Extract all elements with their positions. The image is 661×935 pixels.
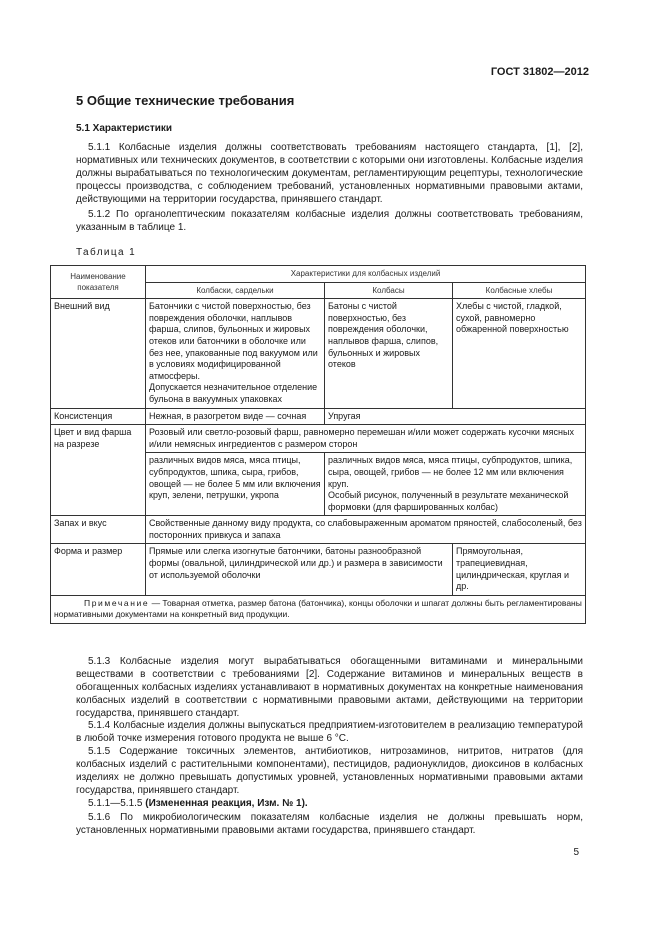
cell-consistency-sausages: Нежная, в разогретом виде — сочная: [146, 408, 325, 425]
table-row: [51, 425, 586, 453]
cell-appearance-kolbasy: Батоны с чистой поверхностью, без повреждения оболочки, наплывов фарша, слипов, бульонных и жировых отеков: [325, 299, 453, 408]
header-col-kolbasy: Колбасы: [325, 282, 453, 299]
table-row: [51, 299, 586, 408]
cell-color-other: [325, 453, 586, 516]
table-caption: Таблица 1: [76, 247, 137, 258]
cell-consistency-other: Упругая: [325, 408, 586, 425]
header-group: Характеристики для колбасных изделий: [146, 266, 586, 283]
row-name-color: Цвет и вид фарша на разрезе: [51, 425, 146, 516]
amendment-text: (Измененная реакция, Изм. № 1).: [145, 798, 308, 809]
cell-appearance-bread: Хлебы с чистой, гладкой, сухой, равномерно обжаренной поверхностью: [453, 299, 586, 408]
header-col-sausages: Колбаски, сардельки: [146, 282, 325, 299]
table-header-row: [51, 266, 586, 283]
cell-text: Допускается незначительное отделение бульона в вакуумных упаковках: [149, 382, 318, 404]
page-number: 5: [573, 847, 579, 858]
row-name-consistency: Консистенция: [51, 408, 146, 425]
paragraph-5-1-4: 5.1.4 Колбасные изделия должны выпускаться предприятием-изготовителем в реализацию температурой в любой точке измерения готового продукта не выше 6 °С.: [76, 720, 583, 744]
cell-smell-all: Свойственные данному виду продукта, со слабовыраженным ароматом пряностей, слабосоленый, без посторонних привкуса и запаха: [146, 516, 586, 544]
cell-text: различных видов мяса, мяса птицы, субпродуктов, шпика, сыра, овощей, грибов — не более 12 мм или включения круп.: [328, 455, 573, 489]
row-name-smell: Запах и вкус: [51, 516, 146, 544]
paragraph-amendment: [76, 797, 583, 810]
paragraph-5-1-2: 5.1.2 По органолептическим показателям колбасные изделия должны соответствовать требованиям, указанным в таблице 1.: [76, 209, 583, 233]
row-name-appearance: Внешний вид: [51, 299, 146, 408]
doc-number-header: ГОСТ 31802—2012: [490, 66, 589, 78]
table-row: [51, 408, 586, 425]
subsection-title: 5.1 Характеристики: [76, 123, 173, 134]
cell-shape-sausages-kolbasy: Прямые или слегка изогнутые батончики, батоны разнообразной формы (овальной, цилиндрической или др.) и размера в зависимости от используемой оболочки: [146, 544, 453, 595]
table-row: [51, 544, 586, 595]
cell-color-all: Розовый или светло-розовый фарш, равномерно перемешан и/или может содержать кусочки мясных и/или немясных ингредиентов с размером сторон: [146, 425, 586, 453]
table-note-row: [51, 595, 586, 623]
section-title: 5 Общие технические требования: [76, 93, 295, 108]
amendment-number: 5.1.1—5.1.5: [88, 798, 146, 809]
cell-text: Батончики с чистой поверхностью, без повреждения оболочки, наплывов фарша, слипов, бульонных и жировых отеков или батончики в оболочке или без нее, упакованные под вакуумом или в условиях модифицированной атмосферы.: [149, 301, 318, 381]
row-name-shape: Форма и размер: [51, 544, 146, 595]
note-label: Примечание: [84, 597, 150, 608]
paragraph-5-1-1: 5.1.1 Колбасные изделия должны соответствовать требованиям настоящего стандарта, [1], [2], нормативных или технических документов, в соответствии с которыми они изготовлены. Колбасные изделия должны вырабатываться по технологическим документам, регламентирующим рецептуры, технологические процессы производства, с соблюдением требований, установленных нормативными правовыми актами, действующими на территории государства, принявшего стандарт.: [76, 142, 583, 205]
paragraph-5-1-6: 5.1.6 По микробиологическим показателям колбасные изделия не должны превышать норм, установленных нормативными правовыми актами государства, принявшего стандарт.: [76, 812, 583, 836]
cell-text: Особый рисунок, полученный в результате механической формовки (для фаршированных колбас): [328, 490, 569, 512]
table-note: [51, 595, 586, 623]
organoleptic-table: [50, 265, 586, 624]
table-row: [51, 516, 586, 544]
paragraph-5-1-3: 5.1.3 Колбасные изделия могут вырабатываться обогащенными витаминами и минеральными веществами в соответствии с требованиями [2]. Содержание витаминов и минеральных веществ в обогащенных колбасных изделиях устанавливают в нормативных документах на конкретные наименования колбасных изделий в соответствии с нормативными правовыми актами, действующими на территории государства, принявшего стандарт.: [76, 656, 583, 719]
cell-appearance-sausages: [146, 299, 325, 408]
paragraph-5-1-5: 5.1.5 Содержание токсичных элементов, антибиотиков, нитрозаминов, нитритов, нитратов (для колбасных изделий с растительными компонентами), пестицидов, радионуклидов, диоксинов в колбасных изделиях не должно превышать допустимых уровней, установленных нормативными правовыми актами государства, принявшего стандарт.: [76, 746, 583, 796]
note-text: — Товарная отметка, размер батона (батончика), концы оболочки и шпагат должны быть регламентированы нормативными документами на конкретный вид продукции.: [54, 597, 582, 620]
cell-color-sausages: различных видов мяса, мяса птицы, субпродуктов, шпика, сыра, грибов, овощей — не более 5 мм или включения круп, зелени, петрушки, укропа: [146, 453, 325, 516]
cell-shape-bread: Прямоугольная, трапециевидная, цилиндрическая, круглая и др.: [453, 544, 586, 595]
header-indicator: Наименование показателя: [51, 266, 146, 299]
header-col-bread: Колбасные хлебы: [453, 282, 586, 299]
